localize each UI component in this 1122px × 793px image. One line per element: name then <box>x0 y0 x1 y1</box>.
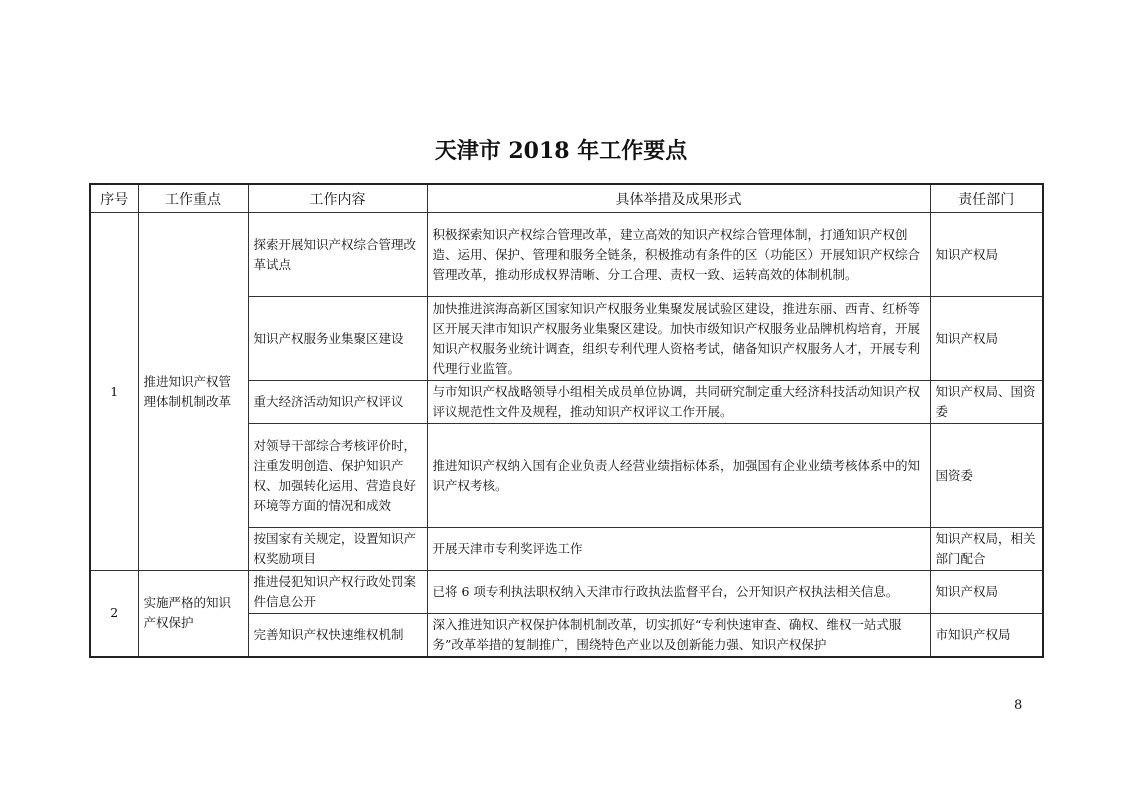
work-focus-cell: 推进知识产权管理体制机制改革 <box>138 213 248 571</box>
work-content-cell: 知识产权服务业集聚区建设 <box>248 297 427 381</box>
page-title: 天津市 2018 年工作要点 <box>434 138 688 164</box>
table-row <box>90 213 1043 297</box>
responsible-dept-cell: 知识产权局 <box>930 213 1043 297</box>
responsible-dept-cell: 知识产权局 <box>930 297 1043 381</box>
header-dept: 责任部门 <box>930 184 1043 213</box>
group-number: 1 <box>90 213 138 571</box>
responsible-dept-cell: 知识产权局，相关部门配合 <box>930 528 1043 571</box>
group-number: 2 <box>90 571 138 657</box>
measures-cell: 开展天津市专利奖评选工作 <box>427 528 930 571</box>
work-content-cell: 按国家有关规定，设置知识产权奖励项目 <box>248 528 427 571</box>
work-content-cell: 推进侵犯知识产权行政处罚案件信息公开 <box>248 571 427 614</box>
responsible-dept-cell: 市知识产权局 <box>930 614 1043 657</box>
responsible-dept-cell: 国资委 <box>930 424 1043 528</box>
responsible-dept-cell: 知识产权局 <box>930 571 1043 614</box>
header-content: 工作内容 <box>248 184 427 213</box>
header-focus: 工作重点 <box>138 184 248 213</box>
measures-cell: 加快推进滨海高新区国家知识产权服务业集聚发展试验区建设，推进东丽、西青、红桥等区开展天津市知识产权服务业集聚区建设。加快市级知识产权服务业品牌机构培育，开展知识产权服务业统计调查，组织专利代理人资格考试，储备知识产权服务人才，开展专利代理行业监管。 <box>427 297 930 381</box>
work-content-cell: 完善知识产权快速维权机制 <box>248 614 427 657</box>
table-row <box>90 571 1043 614</box>
responsible-dept-cell: 知识产权局、国资委 <box>930 381 1043 424</box>
work-content-cell: 探索开展知识产权综合管理改革试点 <box>248 213 427 297</box>
measures-cell: 推进知识产权纳入国有企业负责人经营业绩指标体系，加强国有企业业绩考核体系中的知识产权考核。 <box>427 424 930 528</box>
measures-cell: 已将 6 项专利执法职权纳入天津市行政执法监督平台，公开知识产权执法相关信息。 <box>427 571 930 614</box>
header-no: 序号 <box>90 184 138 213</box>
work-plan-table <box>89 183 1044 658</box>
header-measures: 具体举措及成果形式 <box>427 184 930 213</box>
work-focus-cell: 实施严格的知识产权保护 <box>138 571 248 657</box>
work-content-cell: 对领导干部综合考核评价时，注重发明创造、保护知识产权、加强转化运用、营造良好环境等方面的情况和成效 <box>248 424 427 528</box>
table-header-row <box>90 184 1043 213</box>
work-content-cell: 重大经济活动知识产权评议 <box>248 381 427 424</box>
page-number: 8 <box>1014 698 1023 713</box>
measures-cell: 与市知识产权战略领导小组相关成员单位协调，共同研究制定重大经济科技活动知识产权评议规范性文件及规程，推动知识产权评议工作开展。 <box>427 381 930 424</box>
measures-cell: 积极探索知识产权综合管理改革，建立高效的知识产权综合管理体制，打通知识产权创造、运用、保护、管理和服务全链条，积极推动有条件的区（功能区）开展知识产权综合管理改革，推动形成权界清晰、分工合理、责权一致、运转高效的体制机制。 <box>427 213 930 297</box>
measures-cell: 深入推进知识产权保护体制机制改革，切实抓好“专利快速审查、确权、维权一站式服务”改革举措的复制推广，围绕特色产业以及创新能力强、知识产权保护 <box>427 614 930 657</box>
